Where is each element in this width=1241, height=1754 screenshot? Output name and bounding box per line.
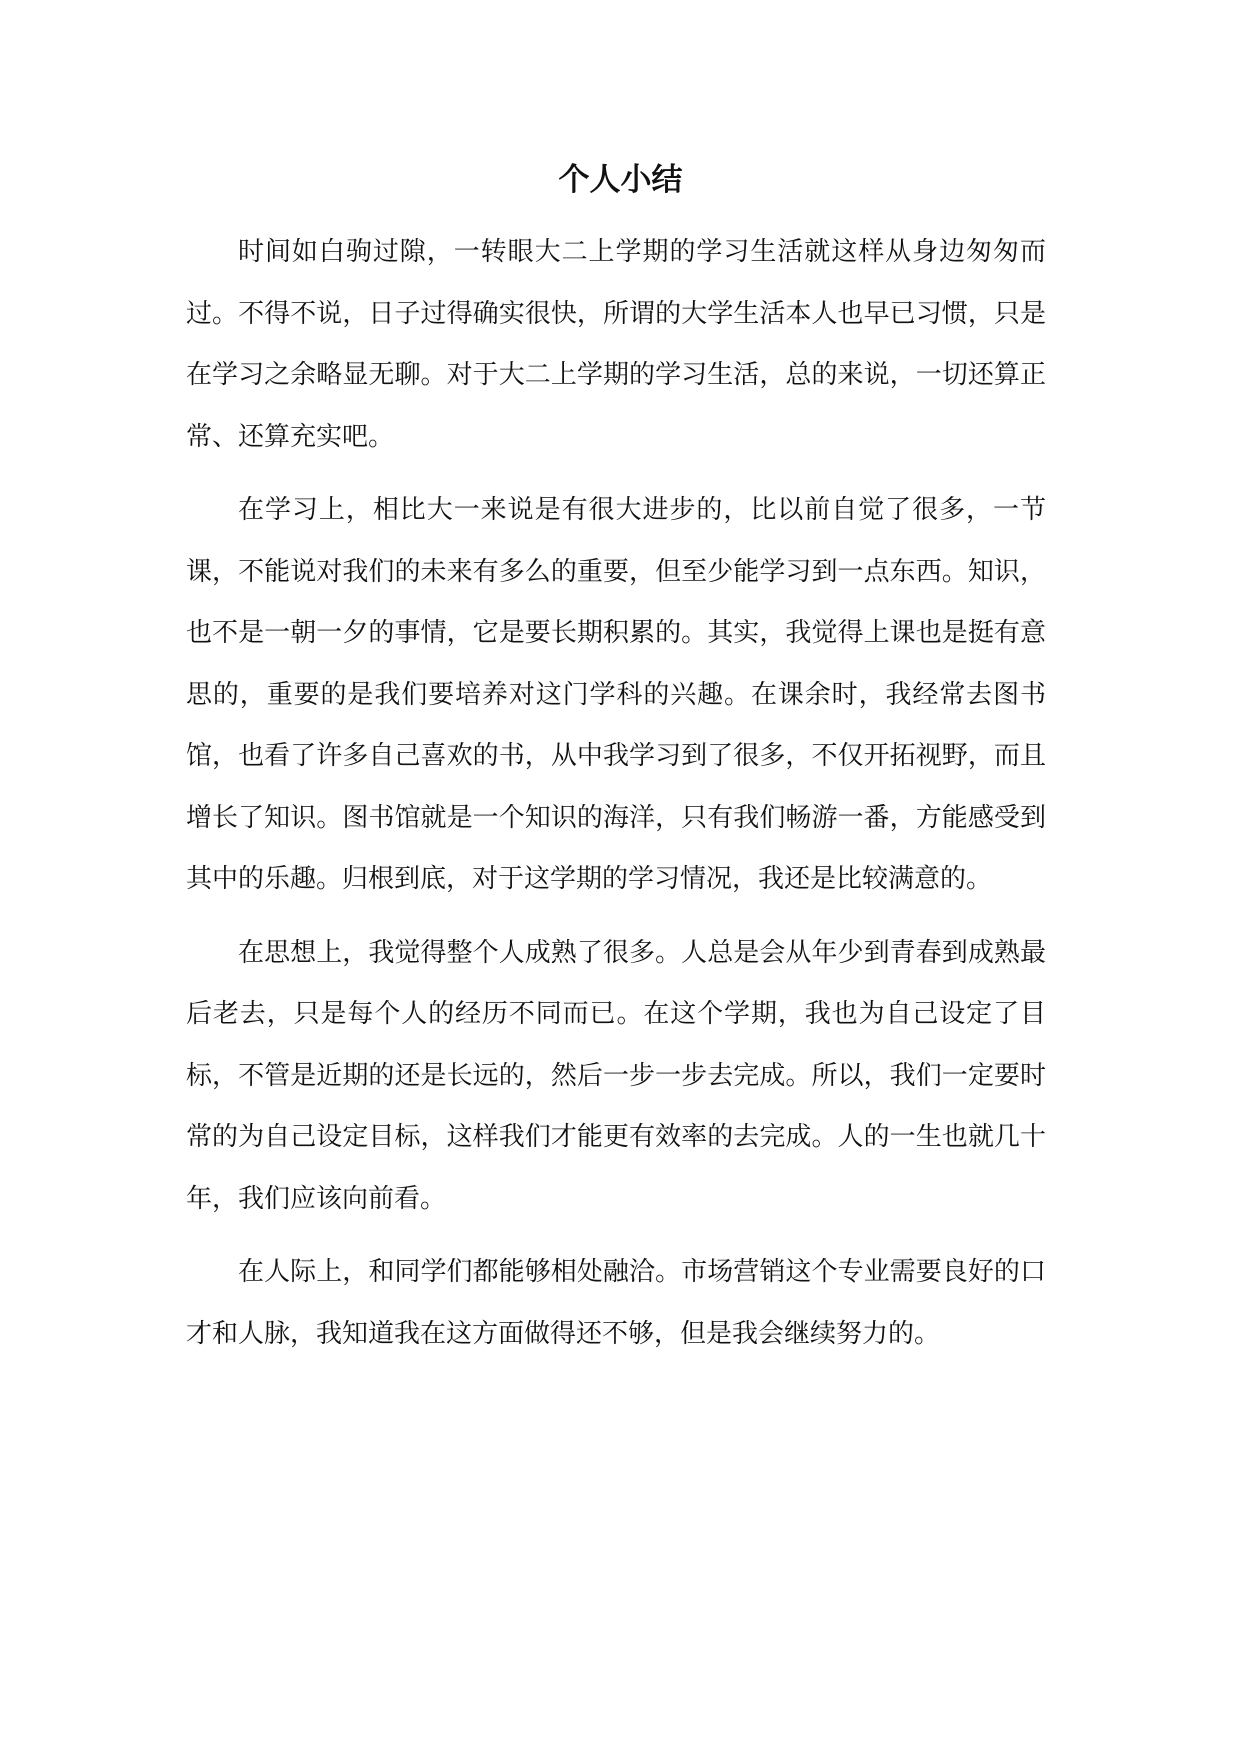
paragraph-study: 在学习上，相比大一来说是有很大进步的，比以前自觉了很多，一节课，不能说对我们的未来有多么的重要，但至少能学习到一点东西。知识，也不是一朝一夕的事情，它是要长期积累的。其实，我觉得上课也是挺有意思的，重要的是我们要培养对这门学科的兴趣。在课余时，我经常去图书馆，也看了许多自己喜欢的书，从中我学习到了很多，不仅开拓视野，而且增长了知识。图书馆就是一个知识的海洋，只有我们畅游一番，方能感受到其中的乐趣。归根到底，对于这学期的学习情况，我还是比较满意的。 [186, 495, 1046, 894]
document-title: 个人小结 [558, 162, 683, 198]
document-body [186, 222, 1046, 1377]
paragraph-interpersonal: 在人际上，和同学们都能够相处融洽。市场营销这个专业需要良好的口才和人脉，我知道我在这方面做得还不够，但是我会继续努力的。 [186, 1257, 1046, 1349]
paragraph-thought: 在思想上，我觉得整个人成熟了很多。人总是会从年少到青春到成熟最后老去，只是每个人的经历不同而已。在这个学期，我也为自己设定了目标，不管是近期的还是长远的，然后一步一步去完成。所以，我们一定要时常的为自己设定目标，这样我们才能更有效率的去完成。人的一生也就几十年，我们应该向前看。 [186, 937, 1046, 1214]
paragraph-intro: 时间如白驹过隙，一转眼大二上学期的学习生活就这样从身边匆匆而过。不得不说，日子过得确实很快，所谓的大学生活本人也早已习惯，只是在学习之余略显无聊。对于大二上学期的学习生活，总的来说，一切还算正常、还算充实吧。 [186, 237, 1046, 452]
